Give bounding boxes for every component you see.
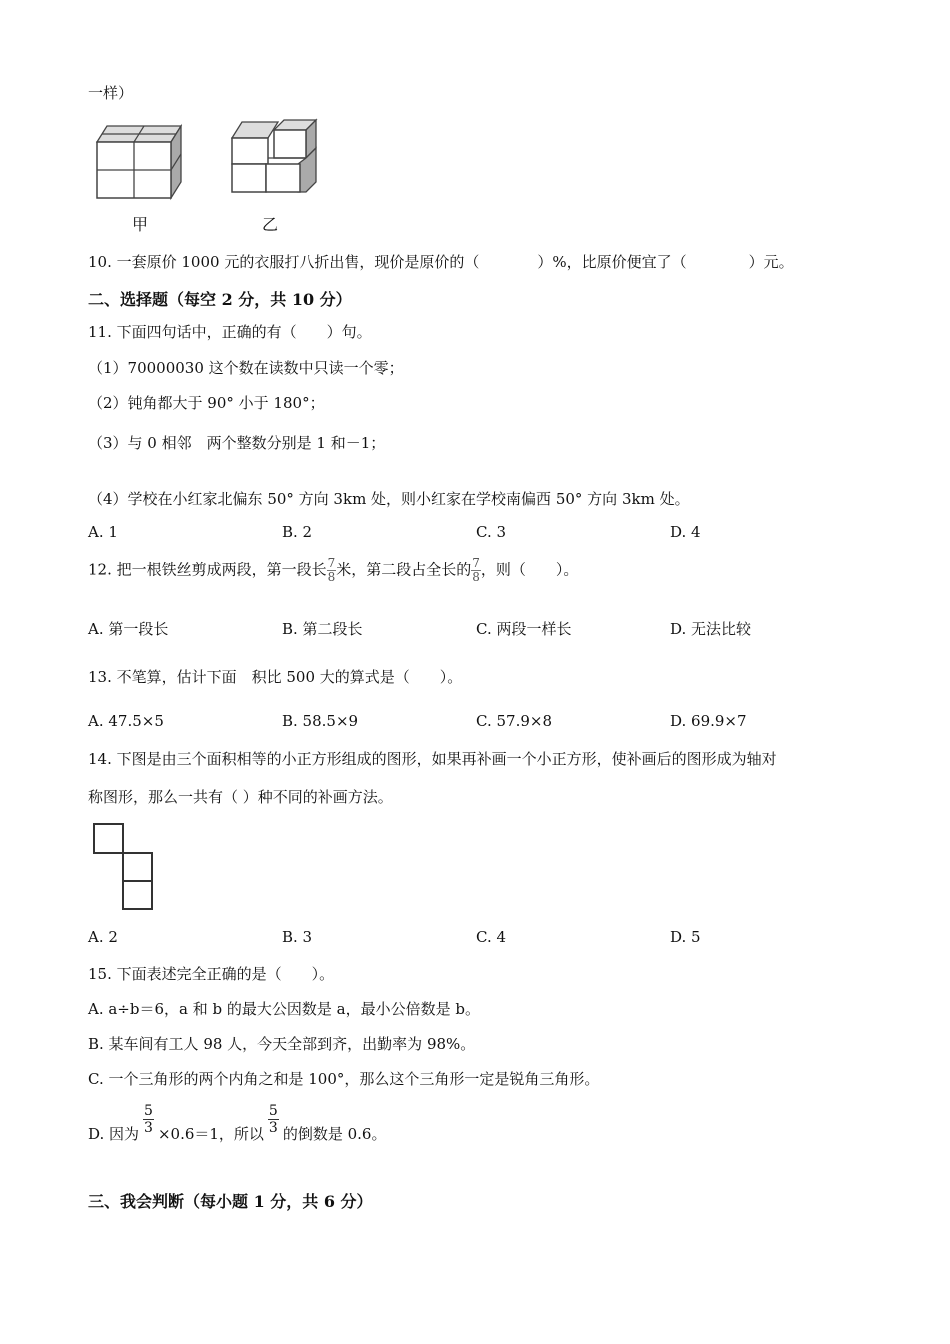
question-13-stem: 13. 不笔算，估计下面 积比 500 大的算式是（ ）。 bbox=[88, 668, 463, 686]
q12-text-c: ，则（ ）。 bbox=[480, 560, 579, 579]
q12-option-b[interactable]: B. 第二段长 bbox=[282, 620, 363, 638]
q15-d-fraction-1: $\frac{5}{3}$ bbox=[144, 1103, 153, 1136]
q11-option-d[interactable]: D. 4 bbox=[670, 523, 701, 541]
q14-option-d[interactable]: D. 5 bbox=[670, 928, 701, 946]
cube-figure-jia bbox=[95, 122, 185, 202]
q11-option-b[interactable]: B. 2 bbox=[282, 523, 313, 541]
q12-option-a[interactable]: A. 第一段长 bbox=[88, 620, 169, 638]
q13-option-a[interactable]: A. 47.5×5 bbox=[88, 712, 164, 730]
q11-option-a[interactable]: A. 1 bbox=[88, 523, 118, 541]
q12-text-a: 12. 把一根铁丝剪成两段，第一段长 bbox=[88, 560, 327, 579]
q15-d-mid: ×0.6＝1，所以 bbox=[157, 1124, 264, 1143]
q12-option-c[interactable]: C. 两段一样长 bbox=[476, 620, 572, 638]
q15-option-a[interactable]: A. a÷b＝6，a 和 b 的最大公因数是 a，最小公倍数是 b。 bbox=[88, 1000, 480, 1018]
q10-text-b: ）%，比原价便宜了（ bbox=[537, 253, 687, 271]
q11-statement-3: （3）与 0 相邻 两个整数分别是 1 和－1； bbox=[88, 434, 386, 452]
q11-option-c[interactable]: C. 3 bbox=[476, 523, 507, 541]
question-10 bbox=[88, 251, 794, 272]
question-12-stem bbox=[88, 557, 578, 584]
q13-option-c[interactable]: C. 57.9×8 bbox=[476, 712, 552, 730]
q12-fraction-2: $\frac{7}{8}$ bbox=[472, 556, 480, 584]
q15-d-fraction-2: $\frac{5}{3}$ bbox=[268, 1103, 278, 1136]
q10-text-a: 10. 一套原价 1000 元的衣服打八折出售，现价是原价的（ bbox=[88, 253, 480, 271]
q11-statement-4: （4）学校在小红家北偏东 50° 方向 3km 处，则小红家在学校南偏西 50° 方向 3km 处。 bbox=[88, 490, 690, 508]
q15-option-c[interactable]: C. 一个三角形的两个内角之和是 100°，那么这个三角形一定是锐角三角形。 bbox=[88, 1070, 600, 1088]
q12-text-b: 米，第二段占全长的 bbox=[336, 560, 472, 579]
cube-figure-yi bbox=[228, 118, 320, 198]
three-squares-figure bbox=[92, 822, 156, 912]
q13-option-b[interactable]: B. 58.5×9 bbox=[282, 712, 359, 730]
q10-text-c: ）元。 bbox=[748, 253, 794, 271]
figure-label-yi: 乙 bbox=[262, 215, 279, 234]
question-14-line-2: 称图形，那么一共有（ ）种不同的补画方法。 bbox=[88, 788, 393, 806]
figure-label-jia: 甲 bbox=[132, 215, 149, 234]
q11-statement-1: （1）70000030 这个数在读数中只读一个零； bbox=[88, 359, 404, 377]
q15-option-b[interactable]: B. 某车间有工人 98 人，今天全部到齐，出勤率为 98%。 bbox=[88, 1035, 476, 1053]
q12-option-d[interactable]: D. 无法比较 bbox=[670, 620, 752, 638]
question-11-stem: 11. 下面四句话中，正确的有（ ）句。 bbox=[88, 323, 372, 341]
question-15-stem: 15. 下面表述完全正确的是（ ）。 bbox=[88, 965, 335, 983]
q15-d-suffix: 的倒数是 0.6。 bbox=[282, 1124, 387, 1143]
q15-d-prefix: D. 因为 bbox=[88, 1124, 140, 1143]
q11-statement-2: （2）钝角都大于 90° 小于 180°； bbox=[88, 394, 325, 412]
q15-option-d[interactable] bbox=[88, 1103, 387, 1143]
question-14-line-1: 14. 下图是由三个面积相等的小正方形组成的图形，如果再补画一个小正方形，使补画后的图形成为轴对 bbox=[88, 750, 777, 768]
continuation-text: 一样） bbox=[88, 84, 134, 102]
q14-option-c[interactable]: C. 4 bbox=[476, 928, 507, 946]
section-3-title: 三、我会判断（每小题 1 分，共 6 分） bbox=[88, 1192, 373, 1211]
q13-option-d[interactable]: D. 69.9×7 bbox=[670, 712, 747, 730]
q14-option-a[interactable]: A. 2 bbox=[88, 928, 118, 946]
q12-fraction-1: $\frac{7}{8}$ bbox=[327, 556, 336, 584]
q14-option-b[interactable]: B. 3 bbox=[282, 928, 313, 946]
section-2-title: 二、选择题（每空 2 分，共 10 分） bbox=[88, 290, 352, 309]
